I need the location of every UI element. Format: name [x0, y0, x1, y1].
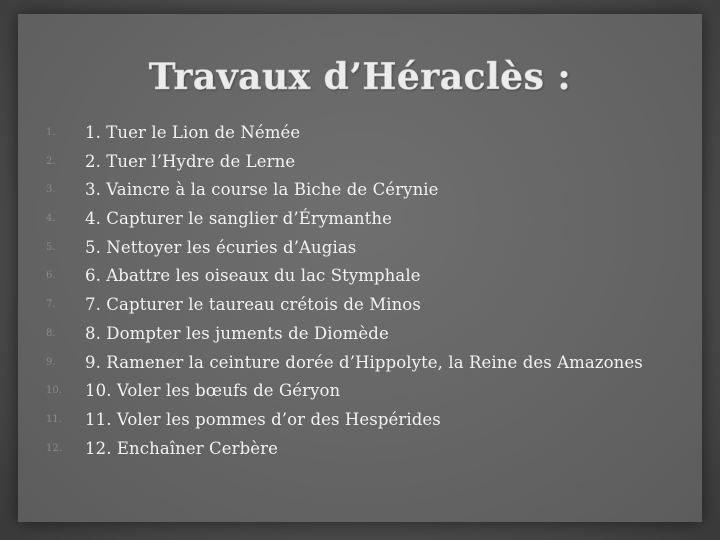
list-number: 9.: [46, 356, 56, 368]
list-text: 3. Vaincre à la course la Biche de Cérynie: [85, 180, 439, 200]
list-number: 4.: [46, 213, 56, 225]
list-item: [0, 234, 720, 263]
list-item: [0, 148, 720, 177]
list-text: 10. Voler les bœufs de Géryon: [85, 381, 341, 401]
list-item: [0, 262, 720, 291]
list-item: [0, 435, 720, 464]
list-number: 8.: [46, 327, 56, 339]
list-text: 5. Nettoyer les écuries d’Augias: [85, 237, 357, 257]
list-number: 6.: [46, 270, 56, 282]
list-item: [0, 119, 720, 148]
slide-title: Travaux d’Héraclès :: [148, 56, 572, 98]
labours-list: [0, 119, 720, 463]
list-text: 1. Tuer le Lion de Némée: [85, 123, 301, 142]
list-text: 7. Capturer le taureau crétois de Minos: [85, 295, 421, 315]
list-text: 4. Capturer le sanglier d’Érymanthe: [85, 209, 392, 229]
list-text: 2. Tuer l’Hydre de Lerne: [85, 151, 296, 171]
list-number: 10.: [46, 385, 62, 397]
list-number: 3.: [46, 184, 56, 196]
list-item: [0, 176, 720, 205]
list-item: [0, 406, 720, 435]
list-text: 8. Dompter les juments de Diomède: [85, 323, 389, 343]
list-text: 6. Abattre les oiseaux du lac Stymphale: [85, 266, 421, 286]
list-number: 5.: [46, 241, 56, 253]
list-number: 11.: [46, 413, 62, 425]
list-item: [0, 291, 720, 320]
list-number: 12.: [46, 442, 62, 454]
list-text: 11. Voler les pommes d’or des Hespérides: [85, 409, 441, 429]
list-number: 2.: [46, 155, 56, 167]
list-number: 7.: [46, 299, 56, 311]
list-item: [0, 205, 720, 234]
list-text: 9. Ramener la ceinture dorée d’Hippolyte, la Reine des Amazones: [85, 352, 643, 372]
list-number: 1.: [46, 127, 56, 138]
list-item: [0, 377, 720, 406]
list-item: [0, 320, 720, 349]
list-text: 12. Enchaîner Cerbère: [85, 438, 279, 458]
list-item: [0, 349, 720, 378]
